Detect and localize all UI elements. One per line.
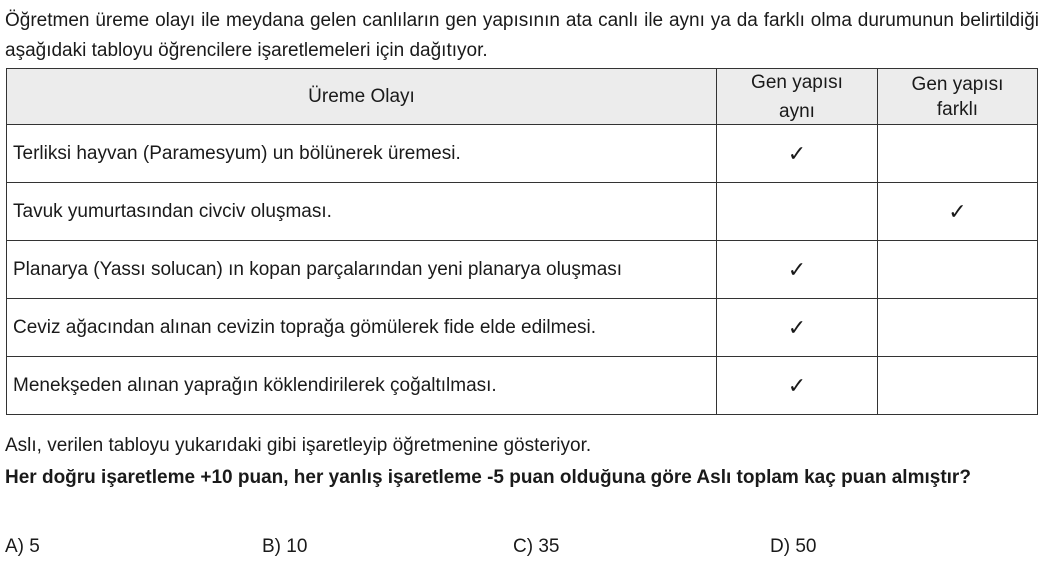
table-header-row	[7, 69, 1038, 125]
row-event: Tavuk yumurtasından civciv oluşması.	[7, 183, 717, 241]
check-icon: ✓	[717, 241, 878, 299]
table-row	[7, 241, 1038, 299]
check-icon: ✓	[717, 299, 878, 357]
row-diff-cell	[878, 241, 1038, 299]
reproduction-table	[6, 68, 1038, 415]
header-gene-different-line1: Gen yapısı	[911, 73, 1004, 95]
check-icon: ✓	[717, 125, 878, 183]
table-row	[7, 357, 1038, 415]
row-event: Terliksi hayvan (Paramesyum) un bölünerek üremesi.	[7, 125, 717, 183]
statement-text: Aslı, verilen tabloyu yukarıdaki gibi işaretleyip öğretmenine gösteriyor.	[5, 435, 592, 456]
header-gene-same	[717, 69, 878, 125]
header-gene-different	[878, 69, 1038, 125]
option-d[interactable]: D) 50	[770, 536, 817, 557]
row-diff-cell	[878, 125, 1038, 183]
row-event: Planarya (Yassı solucan) ın kopan parçalarından yeni planarya oluşması	[7, 241, 717, 299]
option-b[interactable]: B) 10	[262, 536, 308, 557]
header-gene-different-line2: farklı	[936, 98, 979, 120]
check-icon: ✓	[717, 357, 878, 415]
intro-text: Öğretmen üreme olayı ile meydana gelen canlıların gen yapısının ata canlı ile aynı ya da farklı olma durumunun belirtildiği aşağıdaki tabloyu öğrencilere işaretlemeleri için dağıtıyor.	[5, 10, 1039, 61]
table-row	[7, 125, 1038, 183]
row-same-cell	[717, 183, 878, 241]
header-gene-same-line1: Gen yapısı	[751, 71, 843, 93]
row-diff-cell	[878, 299, 1038, 357]
row-diff-cell	[878, 357, 1038, 415]
option-a[interactable]: A) 5	[5, 536, 40, 557]
table-row	[7, 183, 1038, 241]
table-row	[7, 299, 1038, 357]
option-c[interactable]: C) 35	[513, 536, 560, 557]
row-event: Ceviz ağacından alınan cevizin toprağa gömülerek fide elde edilmesi.	[7, 299, 717, 357]
check-icon: ✓	[878, 183, 1038, 241]
answer-options	[5, 533, 1039, 561]
row-event: Menekşeden alınan yaprağın köklendirilerek çoğaltılması.	[7, 357, 717, 415]
header-gene-same-line2: aynı	[779, 100, 815, 122]
question-text: Her doğru işaretleme +10 puan, her yanlış işaretleme -5 puan olduğuna göre Aslı toplam kaç puan almıştır?	[5, 467, 971, 488]
header-reproduction-event: Üreme Olayı	[7, 69, 717, 125]
